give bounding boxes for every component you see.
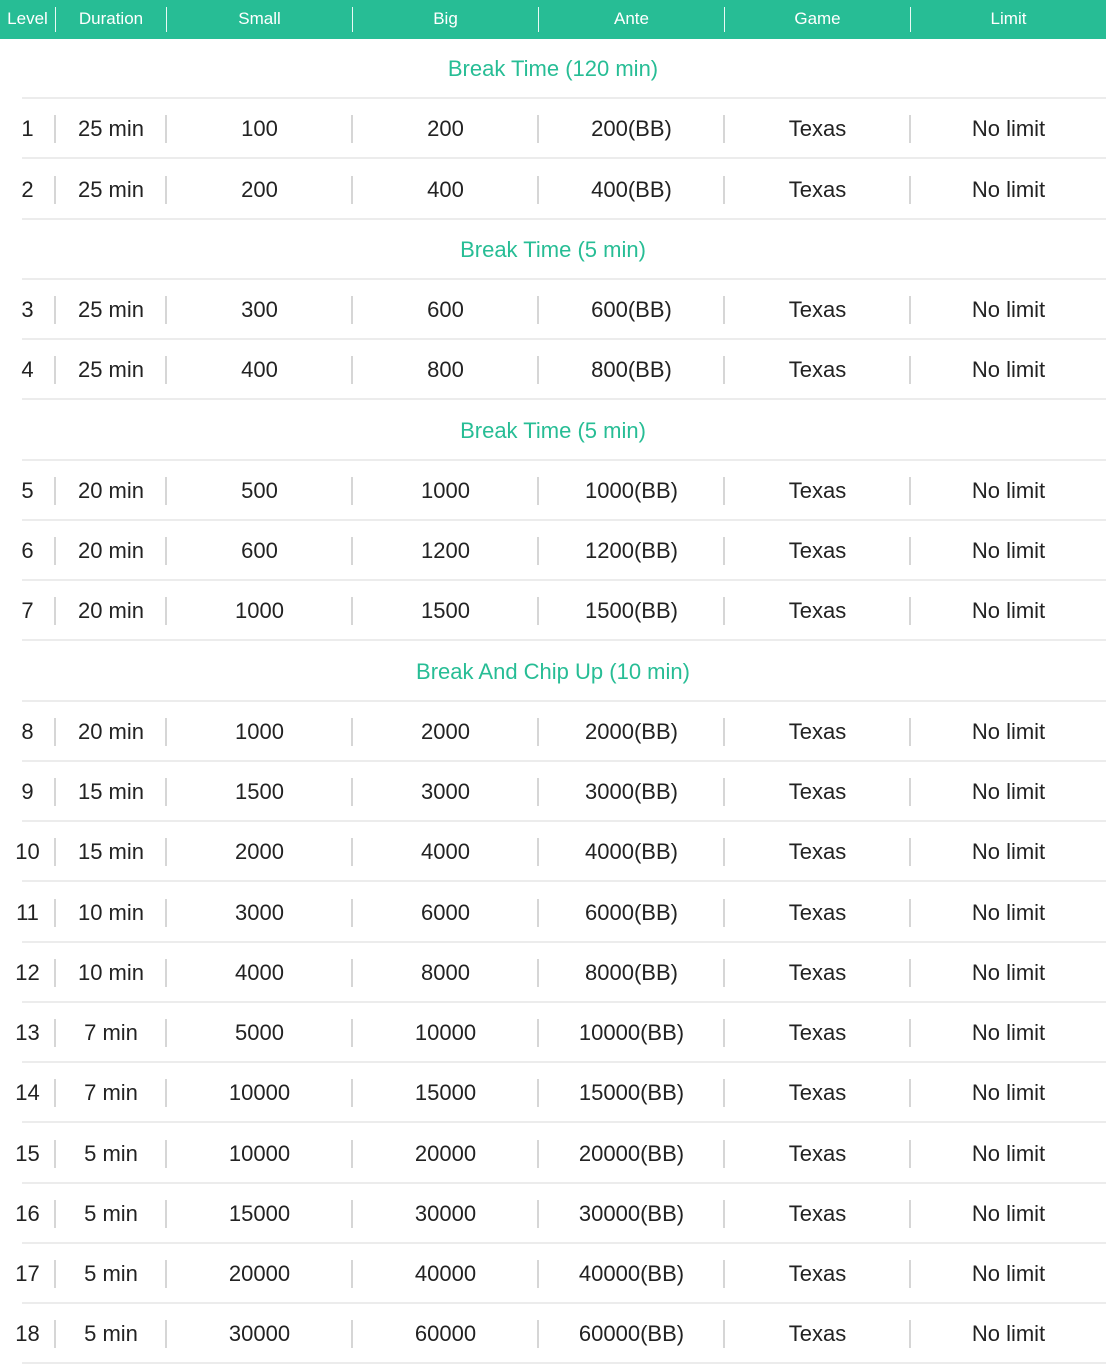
small-blind-cell: 20000 [228, 1261, 291, 1286]
duration-cell: 15 min [77, 779, 145, 804]
limit-cell: No limit [971, 900, 1046, 925]
game-cell: Texas [788, 1141, 847, 1166]
game-cell: Texas [788, 538, 847, 563]
big-blind-cell: 60000 [414, 1321, 477, 1346]
table-row [0, 1244, 1106, 1304]
level-cell: 8 [21, 719, 34, 744]
table-row [0, 1184, 1106, 1244]
big-blind-cell: 6000 [421, 900, 470, 925]
game-cell: Texas [788, 839, 847, 864]
header-game: Game [794, 9, 841, 28]
limit-cell: No limit [971, 1080, 1046, 1105]
duration-cell: 20 min [77, 598, 145, 623]
small-blind-cell: 4000 [235, 960, 284, 985]
limit-cell: No limit [971, 719, 1046, 744]
limit-cell: No limit [971, 960, 1046, 985]
duration-cell: 15 min [77, 839, 145, 864]
big-blind-cell: 20000 [414, 1141, 477, 1166]
break-label: Break Time (5 min) [460, 237, 646, 262]
small-blind-cell: 400 [241, 357, 278, 382]
ante-cell: 40000(BB) [578, 1261, 685, 1286]
limit-cell: No limit [971, 1321, 1046, 1346]
break-label: Break And Chip Up (10 min) [416, 659, 690, 684]
limit-cell: No limit [971, 297, 1046, 322]
game-cell: Texas [788, 177, 847, 202]
big-blind-cell: 600 [427, 297, 464, 322]
ante-cell: 1200(BB) [585, 538, 678, 563]
table-row [0, 1304, 1106, 1364]
duration-cell: 5 min [84, 1321, 138, 1346]
duration-cell: 10 min [77, 900, 145, 925]
small-blind-cell: 3000 [235, 900, 284, 925]
limit-cell: No limit [971, 538, 1046, 563]
duration-cell: 7 min [84, 1020, 138, 1045]
ante-cell: 30000(BB) [578, 1201, 685, 1226]
level-cell: 2 [21, 177, 34, 202]
duration-cell: 7 min [84, 1080, 138, 1105]
big-blind-cell: 1500 [421, 598, 470, 623]
table-row [0, 581, 1106, 641]
level-cell: 4 [21, 357, 34, 382]
ante-cell: 800(BB) [591, 357, 672, 382]
game-cell: Texas [788, 1201, 847, 1226]
limit-cell: No limit [971, 779, 1046, 804]
table-row [0, 943, 1106, 1003]
level-cell: 3 [21, 297, 34, 322]
break-row [0, 220, 1106, 280]
duration-cell: 25 min [77, 297, 145, 322]
ante-cell: 10000(BB) [578, 1020, 685, 1045]
game-cell: Texas [788, 598, 847, 623]
table-row [0, 883, 1106, 943]
duration-cell: 10 min [77, 960, 145, 985]
limit-cell: No limit [971, 1141, 1046, 1166]
ante-cell: 1000(BB) [585, 478, 678, 503]
limit-cell: No limit [971, 1020, 1046, 1045]
limit-cell: No limit [971, 177, 1046, 202]
duration-cell: 20 min [77, 538, 145, 563]
row-divider [22, 1362, 1106, 1364]
small-blind-cell: 100 [241, 116, 278, 141]
table-row [0, 762, 1106, 822]
level-cell: 11 [16, 900, 39, 925]
big-blind-cell: 3000 [421, 779, 470, 804]
small-blind-cell: 5000 [235, 1020, 284, 1045]
small-blind-cell: 2000 [235, 839, 284, 864]
level-cell: 9 [21, 779, 34, 804]
level-cell: 17 [15, 1261, 40, 1286]
game-cell: Texas [788, 1321, 847, 1346]
level-cell: 12 [15, 960, 40, 985]
level-cell: 7 [21, 598, 34, 623]
small-blind-cell: 1500 [235, 779, 284, 804]
ante-cell: 2000(BB) [585, 719, 678, 744]
game-cell: Texas [788, 1080, 847, 1105]
ante-cell: 4000(BB) [585, 839, 678, 864]
level-cell: 18 [15, 1321, 40, 1346]
small-blind-cell: 1000 [235, 598, 284, 623]
ante-cell: 8000(BB) [585, 960, 678, 985]
game-cell: Texas [788, 116, 847, 141]
game-cell: Texas [788, 719, 847, 744]
duration-cell: 20 min [77, 719, 145, 744]
big-blind-cell: 2000 [421, 719, 470, 744]
row-divider [22, 157, 1106, 159]
game-cell: Texas [788, 478, 847, 503]
header-level: Level [7, 9, 48, 28]
row-divider [22, 1121, 1106, 1123]
limit-cell: No limit [971, 1261, 1046, 1286]
ante-cell: 600(BB) [591, 297, 672, 322]
ante-cell: 200(BB) [591, 116, 672, 141]
table-header [0, 0, 1106, 39]
duration-cell: 25 min [77, 116, 145, 141]
game-cell: Texas [788, 1020, 847, 1045]
big-blind-cell: 10000 [414, 1020, 477, 1045]
game-cell: Texas [788, 779, 847, 804]
row-divider [22, 880, 1106, 882]
big-blind-cell: 15000 [414, 1080, 477, 1105]
small-blind-cell: 300 [241, 297, 278, 322]
limit-cell: No limit [971, 357, 1046, 382]
small-blind-cell: 10000 [228, 1080, 291, 1105]
limit-cell: No limit [971, 839, 1046, 864]
big-blind-cell: 200 [427, 116, 464, 141]
level-cell: 6 [21, 538, 34, 563]
duration-cell: 25 min [77, 177, 145, 202]
game-cell: Texas [788, 357, 847, 382]
break-row [0, 642, 1106, 702]
duration-cell: 20 min [77, 478, 145, 503]
limit-cell: No limit [971, 1201, 1046, 1226]
big-blind-cell: 800 [427, 357, 464, 382]
table-row [0, 1063, 1106, 1123]
big-blind-cell: 1200 [421, 538, 470, 563]
table-row [0, 1003, 1106, 1063]
small-blind-cell: 200 [241, 177, 278, 202]
table-row [0, 280, 1106, 340]
small-blind-cell: 600 [241, 538, 278, 563]
duration-cell: 5 min [84, 1141, 138, 1166]
header-limit: Limit [990, 9, 1027, 28]
level-cell: 5 [21, 478, 34, 503]
ante-cell: 15000(BB) [578, 1080, 685, 1105]
header-ante: Ante [614, 9, 649, 28]
break-row [0, 39, 1106, 99]
small-blind-cell: 500 [241, 478, 278, 503]
limit-cell: No limit [971, 116, 1046, 141]
table-row [0, 521, 1106, 581]
header-duration: Duration [78, 9, 144, 28]
header-small: Small [238, 9, 281, 28]
ante-cell: 20000(BB) [578, 1141, 685, 1166]
small-blind-cell: 10000 [228, 1141, 291, 1166]
level-cell: 16 [15, 1201, 40, 1226]
big-blind-cell: 8000 [421, 960, 470, 985]
level-cell: 15 [15, 1141, 40, 1166]
game-cell: Texas [788, 297, 847, 322]
game-cell: Texas [788, 900, 847, 925]
break-label: Break Time (120 min) [447, 56, 659, 81]
header-big: Big [433, 9, 458, 28]
row-divider [22, 398, 1106, 400]
level-cell: 14 [15, 1080, 40, 1105]
ante-cell: 3000(BB) [585, 779, 678, 804]
big-blind-cell: 4000 [421, 839, 470, 864]
game-cell: Texas [788, 960, 847, 985]
big-blind-cell: 1000 [421, 478, 470, 503]
ante-cell: 60000(BB) [578, 1321, 685, 1346]
small-blind-cell: 15000 [228, 1201, 291, 1226]
ante-cell: 1500(BB) [585, 598, 678, 623]
level-cell: 13 [15, 1020, 40, 1045]
game-cell: Texas [788, 1261, 847, 1286]
table-row [0, 461, 1106, 521]
break-label: Break Time (5 min) [460, 418, 646, 443]
level-cell: 1 [21, 116, 34, 141]
table-row [0, 340, 1106, 400]
duration-cell: 5 min [84, 1201, 138, 1226]
duration-cell: 5 min [84, 1261, 138, 1286]
row-divider [22, 639, 1106, 641]
break-row [0, 401, 1106, 461]
small-blind-cell: 1000 [235, 719, 284, 744]
duration-cell: 25 min [77, 357, 145, 382]
table-row [0, 99, 1106, 159]
small-blind-cell: 30000 [228, 1321, 291, 1346]
table-row [0, 702, 1106, 762]
big-blind-cell: 40000 [414, 1261, 477, 1286]
big-blind-cell: 30000 [414, 1201, 477, 1226]
ante-cell: 400(BB) [591, 177, 672, 202]
ante-cell: 6000(BB) [585, 900, 678, 925]
table-row [0, 160, 1106, 220]
limit-cell: No limit [971, 478, 1046, 503]
level-cell: 10 [15, 839, 40, 864]
table-row [0, 1124, 1106, 1184]
limit-cell: No limit [971, 598, 1046, 623]
table-row [0, 822, 1106, 882]
big-blind-cell: 400 [427, 177, 464, 202]
